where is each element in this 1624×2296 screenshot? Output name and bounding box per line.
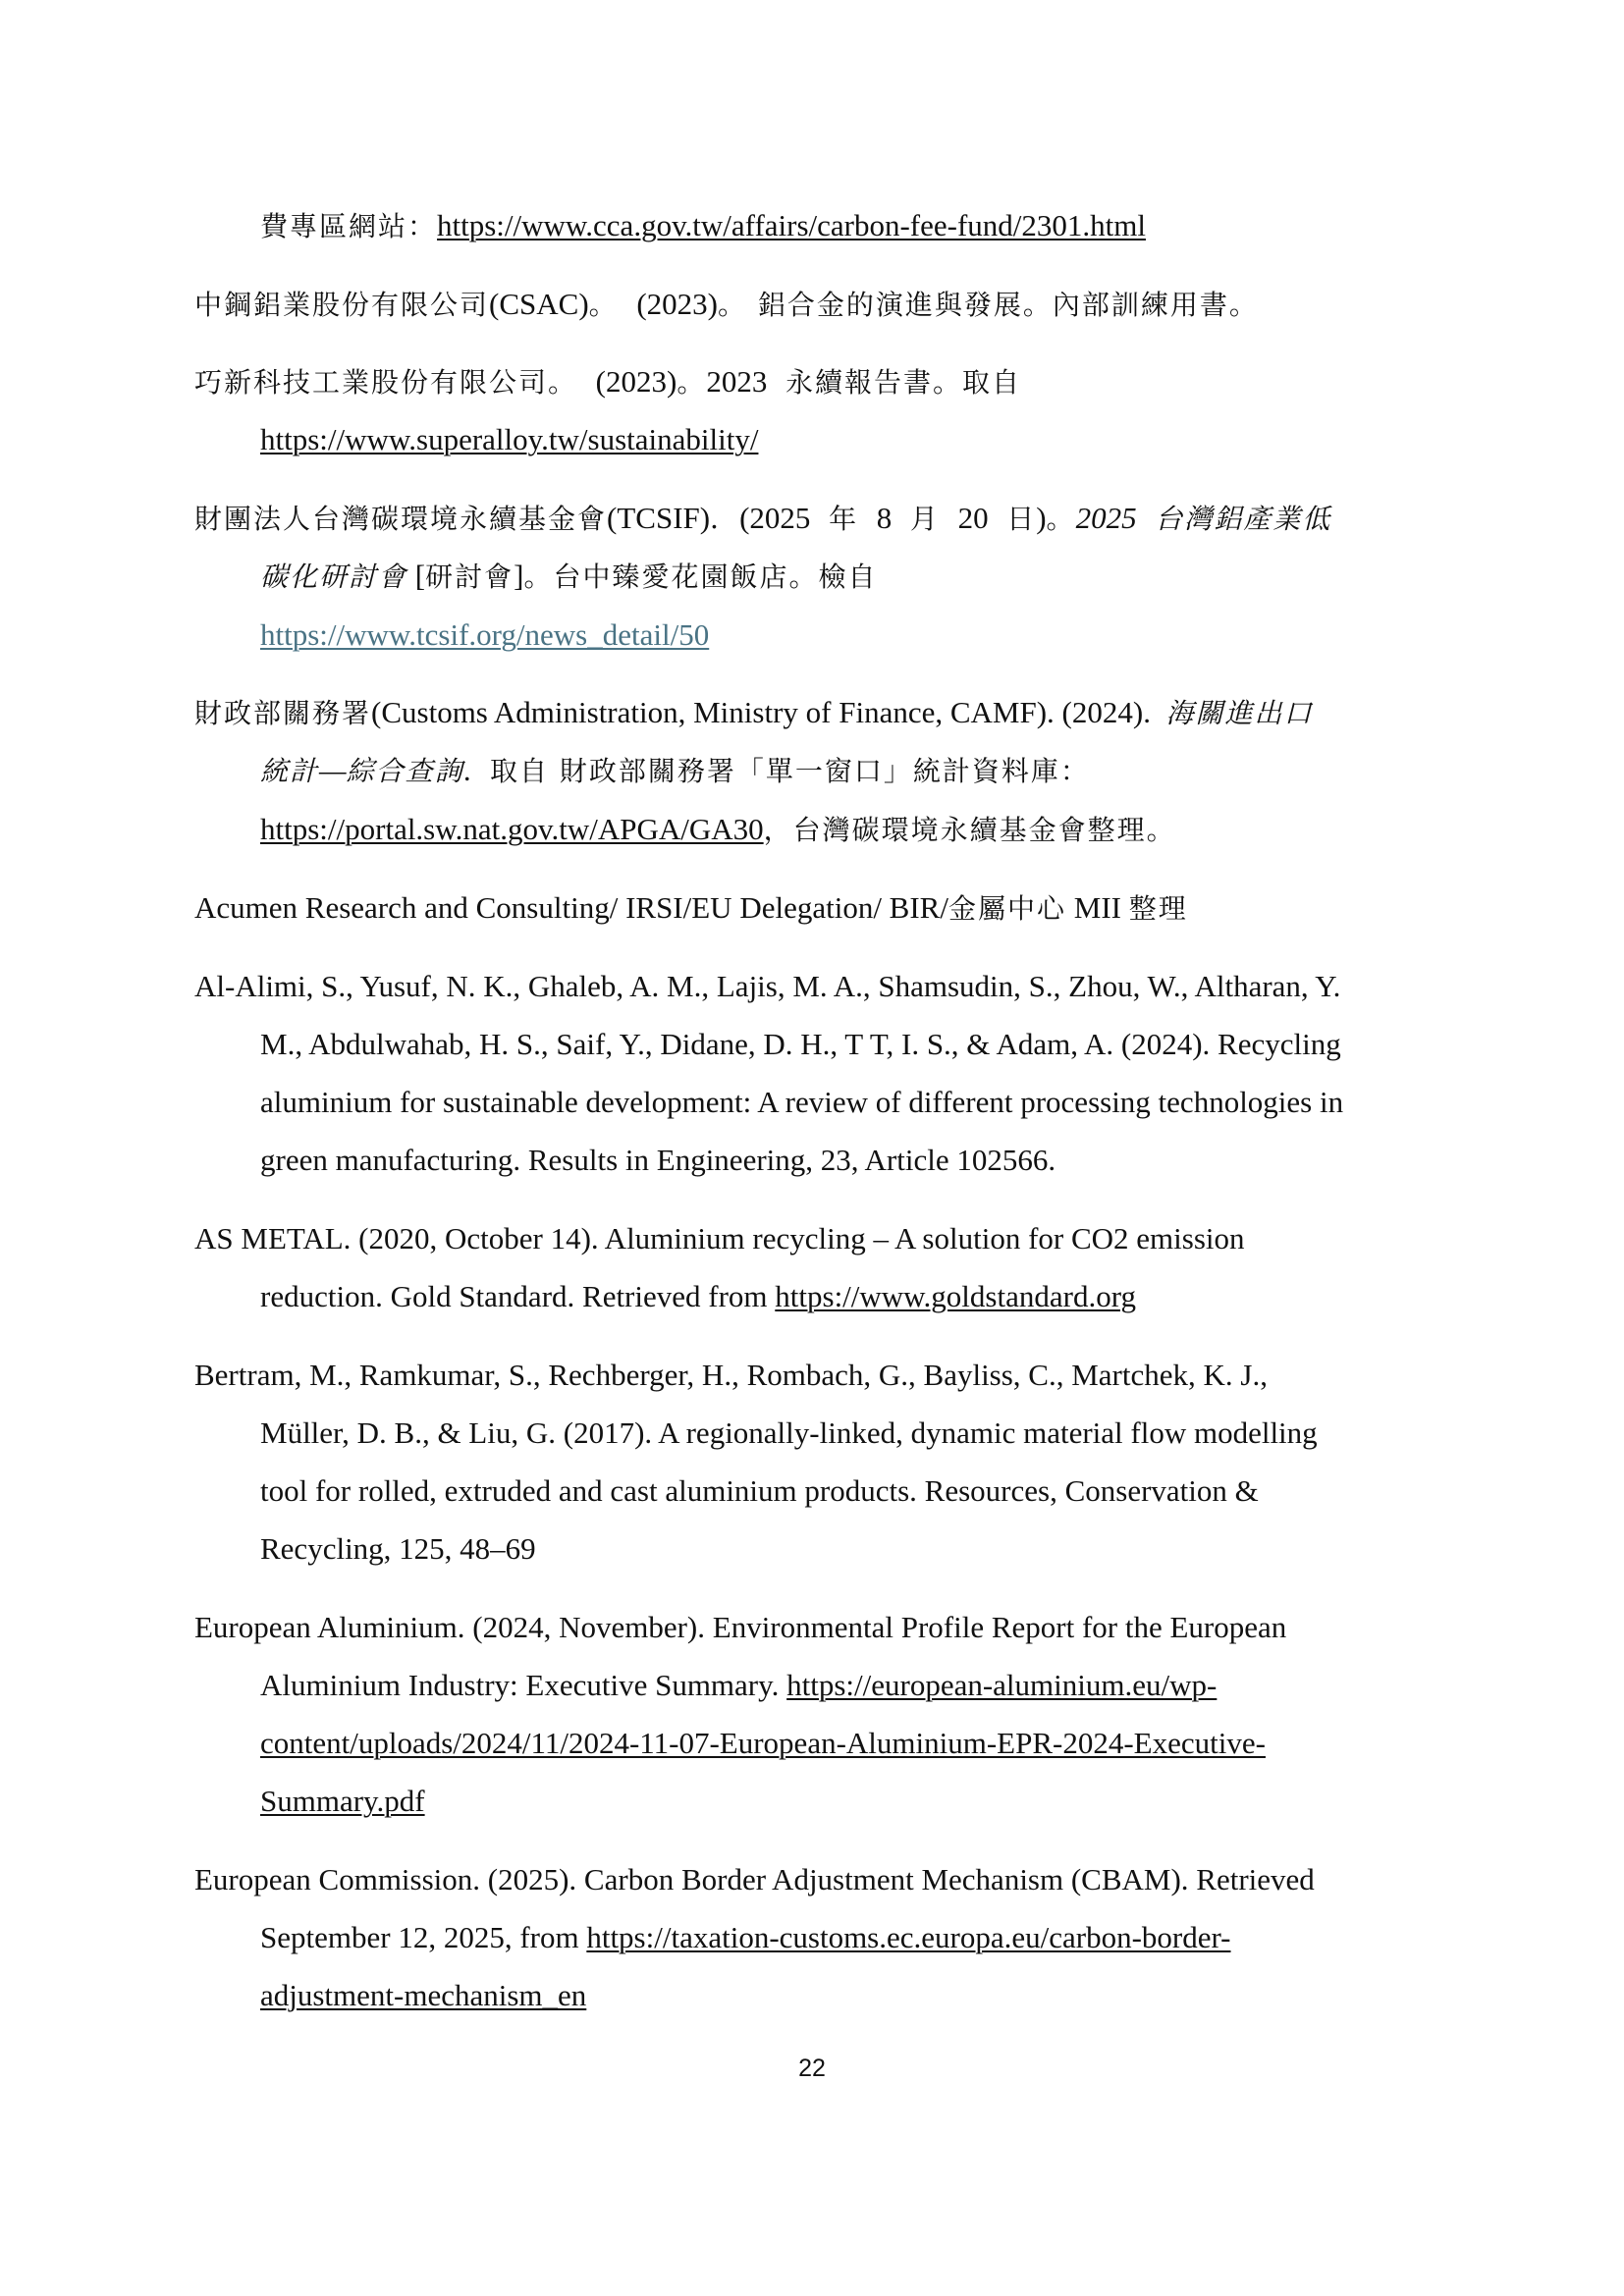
reference-line — [194, 1608, 1286, 1647]
reference-text: ． — [710, 503, 740, 535]
reference-line — [260, 1471, 1259, 1511]
reference-text: green manufacturing. Results in Engineering, 23, Article 102566. — [260, 1143, 1056, 1177]
reference-text: 碳化研討會 — [260, 561, 408, 593]
reference-text: AS METAL. (2020, October 14). Aluminium recycling – A solution for CO2 emission — [194, 1221, 1245, 1255]
reference-text: 巧新科技工業股份有限公司。 — [194, 366, 588, 399]
reference-text: 。 — [1046, 503, 1076, 535]
reference-text: 金屬中心 — [947, 892, 1066, 925]
reference-text: (Customs Administration, Ministry of Finance, CAMF). (2024). — [371, 695, 1166, 729]
reference-text: 8 — [869, 501, 899, 535]
reference-line — [194, 285, 1259, 324]
reference-text: 2023 — [706, 364, 776, 399]
reference-text: 整理 — [1128, 892, 1188, 925]
reference-line — [260, 810, 1176, 849]
reference-text: (CSAC) — [489, 287, 589, 321]
reference-line — [260, 1782, 425, 1821]
reference-text: 研討會 — [425, 561, 514, 593]
reference-line — [194, 888, 1188, 928]
reference-text: European Aluminium. (2024, November). Environmental Profile Report for the European — [194, 1610, 1287, 1644]
reference-text: (2025 — [739, 501, 819, 535]
reference-text: 中鋼鋁業股份有限公司 — [194, 289, 490, 321]
reference-line — [260, 1724, 1266, 1763]
reference-text: 財團法人台灣碳環境永續基金會 — [194, 503, 608, 535]
reference-text: 20 — [949, 501, 997, 535]
reference-text: 統計 — [260, 755, 320, 787]
reference-text: ) — [1036, 501, 1047, 535]
reference-line — [194, 1356, 1268, 1395]
reference-line — [260, 1666, 1217, 1705]
reference-text: Aluminium Industry: Executive Summary. — [260, 1668, 787, 1702]
reference-line — [260, 751, 1090, 790]
reference-text: ] — [514, 559, 524, 593]
reference-text: 日 — [996, 503, 1037, 535]
reference-line — [260, 1976, 586, 2015]
reference-text: (2023) — [628, 287, 718, 321]
reference-text: Müller, D. B., & Liu, G. (2017). A regionally-linked, dynamic material flow modelling — [260, 1415, 1318, 1450]
reference-link[interactable]: Summary.pdf — [260, 1784, 425, 1818]
reference-text: reduction. Gold Standard. Retrieved from — [260, 1279, 776, 1313]
reference-text: — — [319, 753, 347, 787]
reference-text: 財政部關務署 — [194, 697, 372, 729]
reference-text: 海關進出口 — [1165, 697, 1314, 729]
reference-text: 。 鋁合金的演進與發展。內部訓練用書。 — [717, 289, 1259, 321]
reference-line — [194, 1860, 1315, 1899]
reference-text: 台灣鋁產業低 — [1144, 503, 1332, 535]
reference-text: September 12, 2025, from — [260, 1920, 587, 1954]
reference-text: 綜合查詢 — [346, 755, 464, 787]
reference-text: 。 — [677, 366, 707, 399]
reference-text: 費專區網站： — [260, 210, 438, 242]
reference-link[interactable]: https://european-aluminium.eu/wp- — [786, 1668, 1218, 1702]
reference-line — [260, 557, 877, 596]
reference-line — [194, 967, 1340, 1006]
reference-text: . — [463, 753, 480, 787]
reference-text: European Commission. (2025). Carbon Border Adjustment Mechanism (CBAM). Retrieved — [194, 1862, 1315, 1896]
reference-line — [260, 615, 709, 655]
reference-text: Al-Alimi, S., Yusuf, N. K., Ghaleb, A. M., Lajis, M. A., Shamsudin, S., Zhou, W., Altharan, Y. — [194, 969, 1341, 1003]
reference-text: 。 — [588, 289, 629, 321]
reference-line — [260, 1529, 536, 1569]
reference-link[interactable]: https://www.goldstandard.org — [775, 1279, 1136, 1313]
reference-line — [260, 1083, 1343, 1122]
reference-line — [260, 1414, 1318, 1453]
reference-text: 。台中臻愛花園飯店。檢自 — [523, 561, 878, 593]
reference-link[interactable]: adjustment-mechanism_en — [260, 1978, 587, 2012]
reference-line — [194, 499, 1331, 538]
reference-text: Bertram, M., Ramkumar, S., Rechberger, H., Rombach, G., Bayliss, C., Martchek, K. J., — [194, 1358, 1268, 1392]
reference-text: M., Abdulwahab, H. S., Saif, Y., Didane, D. H., T T, I. S., & Adam, A. (2024). Recycling — [260, 1027, 1341, 1061]
reference-link[interactable]: https://portal.sw.nat.gov.tw/APGA/GA30 — [260, 812, 764, 846]
reference-text: 2025 — [1075, 501, 1145, 535]
reference-text: (2023) — [587, 364, 677, 399]
reference-text: [ — [407, 559, 426, 593]
reference-link[interactable]: https://taxation-customs.ec.europa.eu/carbon-border- — [586, 1920, 1231, 1954]
reference-link[interactable]: https://www.cca.gov.tw/affairs/carbon-fee-fund/2301.html — [437, 208, 1146, 242]
reference-line — [260, 1025, 1341, 1064]
reference-text: 月 — [899, 503, 950, 535]
reference-text: 年 — [818, 503, 869, 535]
reference-link[interactable]: https://www.tcsif.org/news_detail/50 — [260, 617, 710, 652]
reference-line — [260, 1277, 1136, 1316]
reference-text: 取自 財政部關務署「單一窗口」統計資料庫： — [479, 755, 1090, 787]
reference-line — [260, 1918, 1231, 1957]
reference-text: (TCSIF) — [607, 501, 711, 535]
reference-link[interactable]: https://www.superalloy.tw/sustainability/ — [260, 422, 759, 456]
reference-line — [260, 206, 1146, 245]
reference-text: aluminium for sustainable development: A review of different processing technologies in — [260, 1085, 1344, 1119]
reference-text: MII — [1066, 890, 1129, 925]
reference-text: Acumen Research and Consulting/ IRSI/EU Delegation/ BIR/ — [194, 890, 948, 925]
reference-line — [194, 362, 1021, 401]
reference-text: Recycling, 125, 48–69 — [260, 1531, 536, 1566]
reference-line — [194, 1219, 1245, 1258]
reference-line — [194, 693, 1313, 732]
reference-text: ，台灣碳環境永續基金會整理。 — [763, 814, 1176, 846]
reference-link[interactable]: content/uploads/2024/11/2024-11-07-European-Aluminium-EPR-2024-Executive- — [260, 1726, 1266, 1760]
page-number: 22 — [798, 2055, 826, 2082]
reference-line — [260, 420, 758, 459]
reference-line — [260, 1141, 1056, 1180]
reference-text: tool for rolled, extruded and cast aluminium products. Resources, Conservation & — [260, 1473, 1259, 1508]
reference-text: 永續報告書。取自 — [775, 366, 1021, 399]
